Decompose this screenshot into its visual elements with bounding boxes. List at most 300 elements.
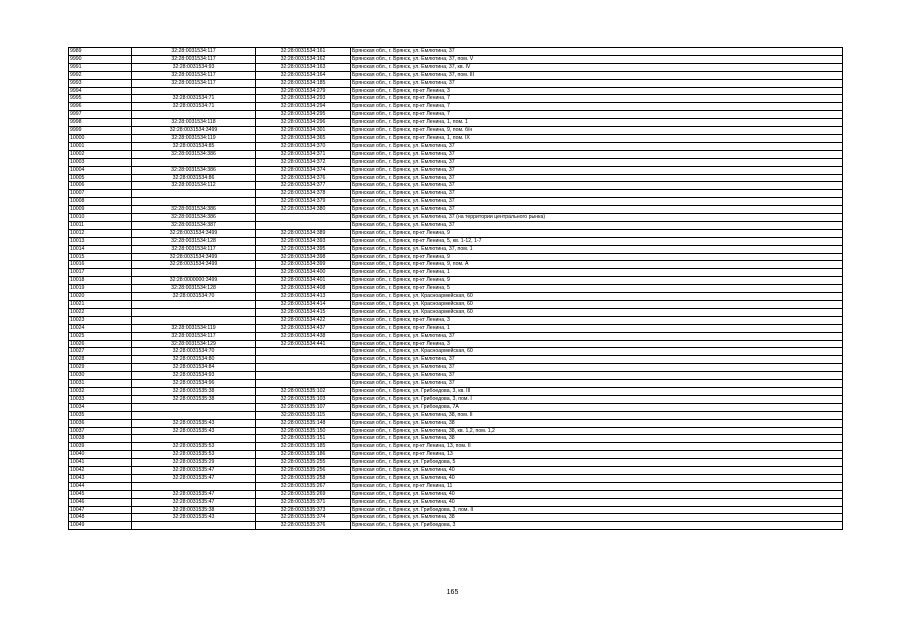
address-cell: Брянская обл., г. Брянск, ул. Емлютина, 40 xyxy=(351,467,843,475)
address-cell: Брянская обл., г. Брянск, ул. Грибоедова, 3 xyxy=(351,522,843,530)
row-number-cell: 10033 xyxy=(69,395,132,403)
parent-cadastral-number-cell: 32:28:0031534:93 xyxy=(132,372,256,380)
row-number-cell: 9993 xyxy=(69,79,132,87)
cadastral-number-cell: 32:28:0031535:186 xyxy=(256,451,351,459)
address-cell: Брянская обл., г. Брянск, пр-кт Ленина, 5, кв. 1-12, 1-7 xyxy=(351,237,843,245)
cadastral-number-cell: 32:28:0031534:185 xyxy=(256,79,351,87)
address-cell: Брянская обл., г. Брянск, ул. Красноармейская, 60 xyxy=(351,293,843,301)
cadastral-number-cell: 32:28:0031535:256 xyxy=(256,467,351,475)
address-cell: Брянская обл., г. Брянск, пр-кт Ленина, 1, пом. 1 xyxy=(351,119,843,127)
parent-cadastral-number-cell: 32:28:0031534:96 xyxy=(132,380,256,388)
cadastral-number-cell: 32:28:0031534:379 xyxy=(256,198,351,206)
table-row xyxy=(69,229,843,237)
row-number-cell: 10011 xyxy=(69,221,132,229)
table-row xyxy=(69,253,843,261)
row-number-cell: 10013 xyxy=(69,237,132,245)
cadastral-number-cell xyxy=(256,221,351,229)
parent-cadastral-number-cell: 32:28:0031534:84 xyxy=(132,364,256,372)
address-cell: Брянская обл., г. Брянск, ул. Емлютина, 37 xyxy=(351,356,843,364)
parent-cadastral-number-cell xyxy=(132,482,256,490)
table-row xyxy=(69,316,843,324)
row-number-cell: 10024 xyxy=(69,324,132,332)
parent-cadastral-number-cell: 32:28:0031534:117 xyxy=(132,245,256,253)
parent-cadastral-number-cell: 32:28:0031534:3499 xyxy=(132,229,256,237)
address-cell: Брянская обл., г. Брянск, ул. Емлютина, 37 xyxy=(351,158,843,166)
address-cell: Брянская обл., г. Брянск, ул. Емлютина, 37 xyxy=(351,79,843,87)
table-row xyxy=(69,269,843,277)
page-number: 165 xyxy=(446,589,459,596)
parent-cadastral-number-cell: 32:28:0031534:117 xyxy=(132,71,256,79)
table-row xyxy=(69,506,843,514)
cadastral-number-cell: 32:28:0031534:400 xyxy=(256,269,351,277)
address-cell: Брянская обл., г. Брянск, ул. Емлютина, 37 xyxy=(351,150,843,158)
row-number-cell: 9989 xyxy=(69,48,132,56)
table-row xyxy=(69,467,843,475)
parent-cadastral-number-cell: 32:28:0031534:117 xyxy=(132,79,256,87)
cadastral-number-cell xyxy=(256,214,351,222)
table-row xyxy=(69,158,843,166)
row-number-cell: 10023 xyxy=(69,316,132,324)
address-cell: Брянская обл., г. Брянск, пр-кт Ленина, 13, пом. II xyxy=(351,443,843,451)
row-number-cell: 10006 xyxy=(69,182,132,190)
row-number-cell: 10035 xyxy=(69,411,132,419)
row-number-cell: 10032 xyxy=(69,387,132,395)
parent-cadastral-number-cell: 32:28:0031534:386 xyxy=(132,206,256,214)
cadastral-number-cell: 32:28:0031535:258 xyxy=(256,474,351,482)
table-row xyxy=(69,182,843,190)
address-cell: Брянская обл., г. Брянск, ул. Емлютина, 38, пом. II xyxy=(351,411,843,419)
cadastral-number-cell: 32:28:0031534:422 xyxy=(256,316,351,324)
cadastral-number-cell: 32:28:0031535:255 xyxy=(256,459,351,467)
table-row xyxy=(69,134,843,142)
address-cell: Брянская обл., г. Брянск, ул. Грибоедова, 5 xyxy=(351,459,843,467)
address-cell: Брянская обл., г. Брянск, пр-кт Ленина, 9, пом. А xyxy=(351,261,843,269)
address-cell: Брянская обл., г. Брянск, пр-кт Ленина, 1 xyxy=(351,269,843,277)
row-number-cell: 10047 xyxy=(69,506,132,514)
parent-cadastral-number-cell: 32:28:0031534:112 xyxy=(132,182,256,190)
cadastral-number-cell xyxy=(256,356,351,364)
registry-table-body xyxy=(69,48,843,530)
cadastral-number-cell: 32:28:0031534:163 xyxy=(256,63,351,71)
parent-cadastral-number-cell xyxy=(132,411,256,419)
parent-cadastral-number-cell: 32:28:0031534:85 xyxy=(132,142,256,150)
parent-cadastral-number-cell xyxy=(132,111,256,119)
row-number-cell: 9990 xyxy=(69,55,132,63)
cadastral-number-cell: 32:28:0031534:408 xyxy=(256,285,351,293)
address-cell: Брянская обл., г. Брянск, ул. Емлютина, 37 xyxy=(351,190,843,198)
parent-cadastral-number-cell: 32:28:0031534:387 xyxy=(132,221,256,229)
parent-cadastral-number-cell: 32:28:0031534:386 xyxy=(132,214,256,222)
parent-cadastral-number-cell: 32:28:0031534:128 xyxy=(132,237,256,245)
cadastral-number-cell: 32:28:0031534:293 xyxy=(256,95,351,103)
row-number-cell: 10000 xyxy=(69,134,132,142)
table-row xyxy=(69,443,843,451)
cadastral-number-cell: 32:28:0031534:376 xyxy=(256,174,351,182)
table-row xyxy=(69,261,843,269)
cadastral-number-cell: 32:28:0031534:393 xyxy=(256,237,351,245)
parent-cadastral-number-cell xyxy=(132,158,256,166)
table-row xyxy=(69,419,843,427)
table-row xyxy=(69,166,843,174)
table-row xyxy=(69,190,843,198)
row-number-cell: 10005 xyxy=(69,174,132,182)
cadastral-number-cell: 32:28:0031534:279 xyxy=(256,87,351,95)
table-row xyxy=(69,340,843,348)
table-row xyxy=(69,395,843,403)
cadastral-number-cell: 32:28:0031534:294 xyxy=(256,103,351,111)
cadastral-number-cell: 32:28:0031535:150 xyxy=(256,427,351,435)
table-row xyxy=(69,459,843,467)
table-row xyxy=(69,482,843,490)
address-cell: Брянская обл., г. Брянск, ул. Емлютина, 37 (на территории центрального рынка) xyxy=(351,214,843,222)
parent-cadastral-number-cell: 32:28:0031534:119 xyxy=(132,134,256,142)
parent-cadastral-number-cell: 32:28:0031534:117 xyxy=(132,332,256,340)
cadastral-number-cell: 32:28:0031535:102 xyxy=(256,387,351,395)
parent-cadastral-number-cell: 32:28:0031534:93 xyxy=(132,63,256,71)
parent-cadastral-number-cell xyxy=(132,308,256,316)
parent-cadastral-number-cell: 32:28:0031534:70 xyxy=(132,293,256,301)
cadastral-number-cell: 32:28:0031534:371 xyxy=(256,150,351,158)
address-cell: Брянская обл., г. Брянск, ул. Грибоедова, 3, пом. I xyxy=(351,395,843,403)
cadastral-number-cell: 32:28:0031535:374 xyxy=(256,514,351,522)
parent-cadastral-number-cell: 32:28:0031534:386 xyxy=(132,166,256,174)
table-row xyxy=(69,522,843,530)
cadastral-number-cell xyxy=(256,364,351,372)
address-cell: Брянская обл., г. Брянск, ул. Емлютина, 37 xyxy=(351,182,843,190)
address-cell: Брянская обл., г. Брянск, ул. Емлютина, 37 xyxy=(351,48,843,56)
cadastral-number-cell xyxy=(256,348,351,356)
row-number-cell: 10046 xyxy=(69,498,132,506)
row-number-cell: 10031 xyxy=(69,380,132,388)
parent-cadastral-number-cell xyxy=(132,190,256,198)
table-row xyxy=(69,245,843,253)
address-cell: Брянская обл., г. Брянск, ул. Емлютина, 40 xyxy=(351,474,843,482)
parent-cadastral-number-cell: 32:28:0031534:3499 xyxy=(132,261,256,269)
parent-cadastral-number-cell: 32:28:0031534:129 xyxy=(132,340,256,348)
parent-cadastral-number-cell: 32:28:0031535:53 xyxy=(132,443,256,451)
address-cell: Брянская обл., г. Брянск, ул. Емлютина, 40 xyxy=(351,490,843,498)
table-row xyxy=(69,490,843,498)
address-cell: Брянская обл., г. Брянск, ул. Красноармейская, 60 xyxy=(351,308,843,316)
row-number-cell: 9994 xyxy=(69,87,132,95)
cadastral-number-cell: 32:28:0031534:441 xyxy=(256,340,351,348)
row-number-cell: 10026 xyxy=(69,340,132,348)
row-number-cell: 10010 xyxy=(69,214,132,222)
address-cell: Брянская обл., г. Брянск, ул. Емлютина, 38 xyxy=(351,435,843,443)
address-cell: Брянская обл., г. Брянск, ул. Емлютина, 37 xyxy=(351,332,843,340)
parent-cadastral-number-cell xyxy=(132,316,256,324)
table-row xyxy=(69,411,843,419)
parent-cadastral-number-cell: 32:28:0031534:386 xyxy=(132,150,256,158)
row-number-cell: 9992 xyxy=(69,71,132,79)
row-number-cell: 10004 xyxy=(69,166,132,174)
row-number-cell: 9991 xyxy=(69,63,132,71)
address-cell: Брянская обл., г. Брянск, ул. Емлютина, 37, кв. IV xyxy=(351,63,843,71)
row-number-cell: 9998 xyxy=(69,119,132,127)
row-number-cell: 10014 xyxy=(69,245,132,253)
parent-cadastral-number-cell: 32:28:0031534:117 xyxy=(132,55,256,63)
row-number-cell: 10020 xyxy=(69,293,132,301)
cadastral-number-cell: 32:28:0031534:365 xyxy=(256,134,351,142)
parent-cadastral-number-cell: 32:28:0031534:119 xyxy=(132,324,256,332)
parent-cadastral-number-cell: 32:28:0031535:47 xyxy=(132,474,256,482)
table-row xyxy=(69,63,843,71)
row-number-cell: 10025 xyxy=(69,332,132,340)
table-row xyxy=(69,48,843,56)
table-row xyxy=(69,435,843,443)
row-number-cell: 10017 xyxy=(69,269,132,277)
parent-cadastral-number-cell: 32:28:0031535:43 xyxy=(132,427,256,435)
table-row xyxy=(69,427,843,435)
table-row xyxy=(69,356,843,364)
table-row xyxy=(69,198,843,206)
address-cell: Брянская обл., г. Брянск, пр-кт Ленина, 9 xyxy=(351,277,843,285)
address-cell: Брянская обл., г. Брянск, ул. Емлютина, 37, пом. V xyxy=(351,55,843,63)
address-cell: Брянская обл., г. Брянск, пр-кт Ленина, 1 xyxy=(351,324,843,332)
table-row xyxy=(69,498,843,506)
parent-cadastral-number-cell: 32:28:0031535:38 xyxy=(132,395,256,403)
parent-cadastral-number-cell xyxy=(132,87,256,95)
cadastral-number-cell: 32:28:0031534:380 xyxy=(256,206,351,214)
cadastral-number-cell: 32:28:0031535:148 xyxy=(256,419,351,427)
address-cell: Брянская обл., г. Брянск, пр-кт Ленина, 9, пом. б/н xyxy=(351,127,843,135)
address-cell: Брянская обл., г. Брянск, ул. Емлютина, 37 xyxy=(351,372,843,380)
table-row xyxy=(69,514,843,522)
parent-cadastral-number-cell: 32:28:0031534:117 xyxy=(132,48,256,56)
table-row xyxy=(69,380,843,388)
registry-table xyxy=(68,47,843,530)
row-number-cell: 10038 xyxy=(69,435,132,443)
table-row xyxy=(69,372,843,380)
cadastral-number-cell: 32:28:0031535:107 xyxy=(256,403,351,411)
address-cell: Брянская обл., г. Брянск, пр-кт Ленина, 11 xyxy=(351,482,843,490)
cadastral-number-cell: 32:28:0031534:161 xyxy=(256,48,351,56)
parent-cadastral-number-cell: 32:28:0031534:3499 xyxy=(132,127,256,135)
cadastral-number-cell: 32:28:0031535:371 xyxy=(256,498,351,506)
row-number-cell: 10028 xyxy=(69,356,132,364)
table-row xyxy=(69,387,843,395)
row-number-cell: 10002 xyxy=(69,150,132,158)
address-cell: Брянская обл., г. Брянск, пр-кт Ленина, 7 xyxy=(351,103,843,111)
row-number-cell: 10041 xyxy=(69,459,132,467)
address-cell: Брянская обл., г. Брянск, ул. Емлютина, 37 xyxy=(351,198,843,206)
table-row xyxy=(69,214,843,222)
table-row xyxy=(69,95,843,103)
parent-cadastral-number-cell: 32:28:0031534:70 xyxy=(132,348,256,356)
address-cell: Брянская обл., г. Брянск, ул. Емлютина, 37, пом. III xyxy=(351,71,843,79)
address-cell: Брянская обл., г. Брянск, ул. Емлютина, 37 xyxy=(351,364,843,372)
row-number-cell: 10048 xyxy=(69,514,132,522)
table-row xyxy=(69,301,843,309)
row-number-cell: 10001 xyxy=(69,142,132,150)
parent-cadastral-number-cell: 32:28:0031535:38 xyxy=(132,506,256,514)
cadastral-number-cell: 32:28:0031535:269 xyxy=(256,490,351,498)
address-cell: Брянская обл., г. Брянск, ул. Емлютина, 37 xyxy=(351,142,843,150)
cadastral-number-cell: 32:28:0031534:399 xyxy=(256,261,351,269)
row-number-cell: 10030 xyxy=(69,372,132,380)
table-row xyxy=(69,79,843,87)
row-number-cell: 10034 xyxy=(69,403,132,411)
parent-cadastral-number-cell: 32:28:0031534:86 xyxy=(132,174,256,182)
address-cell: Брянская обл., г. Брянск, пр-кт Ленина, 1, пом. IX xyxy=(351,134,843,142)
cadastral-number-cell: 32:28:0031534:415 xyxy=(256,308,351,316)
address-cell: Брянская обл., г. Брянск, ул. Емлютина, 37 xyxy=(351,174,843,182)
address-cell: Брянская обл., г. Брянск, пр-кт Ленина, 5 xyxy=(351,285,843,293)
parent-cadastral-number-cell: 32:28:0031535:38 xyxy=(132,387,256,395)
parent-cadastral-number-cell: 32:28:0031534:71 xyxy=(132,103,256,111)
parent-cadastral-number-cell: 32:28:0031535:53 xyxy=(132,451,256,459)
parent-cadastral-number-cell xyxy=(132,522,256,530)
cadastral-number-cell: 32:28:0031534:372 xyxy=(256,158,351,166)
row-number-cell: 9995 xyxy=(69,95,132,103)
cadastral-number-cell: 32:28:0031534:395 xyxy=(256,245,351,253)
parent-cadastral-number-cell: 32:28:0031535:43 xyxy=(132,419,256,427)
cadastral-number-cell: 32:28:0031535:373 xyxy=(256,506,351,514)
table-row xyxy=(69,87,843,95)
row-number-cell: 10029 xyxy=(69,364,132,372)
row-number-cell: 10015 xyxy=(69,253,132,261)
cadastral-number-cell: 32:28:0031535:185 xyxy=(256,443,351,451)
table-row xyxy=(69,364,843,372)
table-row xyxy=(69,55,843,63)
cadastral-number-cell: 32:28:0031535:376 xyxy=(256,522,351,530)
address-cell: Брянская обл., г. Брянск, ул. Емлютина, 37 xyxy=(351,166,843,174)
row-number-cell: 10021 xyxy=(69,301,132,309)
address-cell: Брянская обл., г. Брянск, ул. Емлютина, 38 xyxy=(351,514,843,522)
address-cell: Брянская обл., г. Брянск, ул. Грибоедова, 3, кв. III xyxy=(351,387,843,395)
parent-cadastral-number-cell: 32:28:0000000:3499 xyxy=(132,277,256,285)
address-cell: Брянская обл., г. Брянск, пр-кт Ленина, 9 xyxy=(351,253,843,261)
table-row xyxy=(69,348,843,356)
cadastral-number-cell xyxy=(256,380,351,388)
row-number-cell: 10009 xyxy=(69,206,132,214)
table-row xyxy=(69,111,843,119)
cadastral-number-cell: 32:28:0031534:301 xyxy=(256,127,351,135)
cadastral-number-cell: 32:28:0031534:413 xyxy=(256,293,351,301)
address-cell: Брянская обл., г. Брянск, пр-кт Ленина, 13 xyxy=(351,451,843,459)
parent-cadastral-number-cell: 32:28:0031534:118 xyxy=(132,119,256,127)
address-cell: Брянская обл., г. Брянск, ул. Емлютина, 37 xyxy=(351,206,843,214)
row-number-cell: 10022 xyxy=(69,308,132,316)
table-row xyxy=(69,150,843,158)
address-cell: Брянская обл., г. Брянск, ул. Емлютина, 38 xyxy=(351,419,843,427)
parent-cadastral-number-cell: 32:28:0031534:80 xyxy=(132,356,256,364)
cadastral-number-cell: 32:28:0031535:267 xyxy=(256,482,351,490)
address-cell: Брянская обл., г. Брянск, ул. Емлютина, 40 xyxy=(351,498,843,506)
cadastral-number-cell: 32:28:0031534:370 xyxy=(256,142,351,150)
row-number-cell: 9997 xyxy=(69,111,132,119)
row-number-cell: 10019 xyxy=(69,285,132,293)
address-cell: Брянская обл., г. Брянск, ул. Емлютина, 38, кв. 1,2, пом. 1,2 xyxy=(351,427,843,435)
table-row xyxy=(69,127,843,135)
cadastral-number-cell: 32:28:0031534:438 xyxy=(256,332,351,340)
table-row xyxy=(69,277,843,285)
address-cell: Брянская обл., г. Брянск, ул. Грибоедова, 3, пом. II xyxy=(351,506,843,514)
cadastral-number-cell: 32:28:0031535:115 xyxy=(256,411,351,419)
parent-cadastral-number-cell xyxy=(132,435,256,443)
cadastral-number-cell: 32:28:0031534:295 xyxy=(256,111,351,119)
cadastral-number-cell: 32:28:0031534:398 xyxy=(256,253,351,261)
cadastral-number-cell: 32:28:0031535:151 xyxy=(256,435,351,443)
cadastral-number-cell: 32:28:0031534:414 xyxy=(256,301,351,309)
address-cell: Брянская обл., г. Брянск, пр-кт Ленина, 9 xyxy=(351,229,843,237)
table-row xyxy=(69,174,843,182)
row-number-cell: 10039 xyxy=(69,443,132,451)
cadastral-number-cell: 32:28:0031534:374 xyxy=(256,166,351,174)
table-row xyxy=(69,308,843,316)
row-number-cell: 10018 xyxy=(69,277,132,285)
address-cell: Брянская обл., г. Брянск, пр-кт Ленина, 3 xyxy=(351,87,843,95)
address-cell: Брянская обл., г. Брянск, пр-кт Ленина, 7 xyxy=(351,95,843,103)
table-row xyxy=(69,119,843,127)
cadastral-number-cell: 32:28:0031535:103 xyxy=(256,395,351,403)
cadastral-number-cell: 32:28:0031534:162 xyxy=(256,55,351,63)
table-row xyxy=(69,324,843,332)
parent-cadastral-number-cell: 32:28:0031534:3499 xyxy=(132,253,256,261)
address-cell: Брянская обл., г. Брянск, ул. Красноармейская, 60 xyxy=(351,348,843,356)
row-number-cell: 10040 xyxy=(69,451,132,459)
table-row xyxy=(69,103,843,111)
table-row xyxy=(69,71,843,79)
parent-cadastral-number-cell xyxy=(132,403,256,411)
row-number-cell: 10027 xyxy=(69,348,132,356)
parent-cadastral-number-cell: 32:28:0031534:128 xyxy=(132,285,256,293)
cadastral-number-cell: 32:28:0031534:401 xyxy=(256,277,351,285)
parent-cadastral-number-cell: 32:28:0031535:47 xyxy=(132,498,256,506)
row-number-cell: 10049 xyxy=(69,522,132,530)
row-number-cell: 9996 xyxy=(69,103,132,111)
cadastral-number-cell: 32:28:0031534:437 xyxy=(256,324,351,332)
cadastral-number-cell: 32:28:0031534:389 xyxy=(256,229,351,237)
row-number-cell: 10036 xyxy=(69,419,132,427)
row-number-cell: 10008 xyxy=(69,198,132,206)
parent-cadastral-number-cell: 32:28:0031535:47 xyxy=(132,467,256,475)
table-row xyxy=(69,142,843,150)
address-cell: Брянская обл., г. Брянск, ул. Емлютина, 37 xyxy=(351,221,843,229)
table-row xyxy=(69,451,843,459)
parent-cadastral-number-cell xyxy=(132,198,256,206)
address-cell: Брянская обл., г. Брянск, ул. Емлютина, 37 xyxy=(351,380,843,388)
table-row xyxy=(69,332,843,340)
parent-cadastral-number-cell: 32:28:0031534:71 xyxy=(132,95,256,103)
row-number-cell: 10043 xyxy=(69,474,132,482)
address-cell: Брянская обл., г. Брянск, пр-кт Ленина, 3 xyxy=(351,340,843,348)
cadastral-number-cell xyxy=(256,372,351,380)
table-row xyxy=(69,206,843,214)
address-cell: Брянская обл., г. Брянск, пр-кт Ленина, 3 xyxy=(351,316,843,324)
parent-cadastral-number-cell: 32:28:0031535:43 xyxy=(132,514,256,522)
row-number-cell: 10007 xyxy=(69,190,132,198)
table-row xyxy=(69,221,843,229)
row-number-cell: 9999 xyxy=(69,127,132,135)
row-number-cell: 10016 xyxy=(69,261,132,269)
cadastral-number-cell: 32:28:0031534:296 xyxy=(256,119,351,127)
address-cell: Брянская обл., г. Брянск, ул. Грибоедова, 7А xyxy=(351,403,843,411)
parent-cadastral-number-cell xyxy=(132,301,256,309)
row-number-cell: 10012 xyxy=(69,229,132,237)
row-number-cell: 10042 xyxy=(69,467,132,475)
table-row xyxy=(69,403,843,411)
address-cell: Брянская обл., г. Брянск, ул. Емлютина, 37, пом. 1 xyxy=(351,245,843,253)
cadastral-number-cell: 32:28:0031534:164 xyxy=(256,71,351,79)
parent-cadastral-number-cell: 32:28:0031535:29 xyxy=(132,459,256,467)
table-row xyxy=(69,237,843,245)
row-number-cell: 10044 xyxy=(69,482,132,490)
table-row xyxy=(69,285,843,293)
table-row xyxy=(69,474,843,482)
parent-cadastral-number-cell xyxy=(132,269,256,277)
cadastral-number-cell: 32:28:0031534:378 xyxy=(256,190,351,198)
